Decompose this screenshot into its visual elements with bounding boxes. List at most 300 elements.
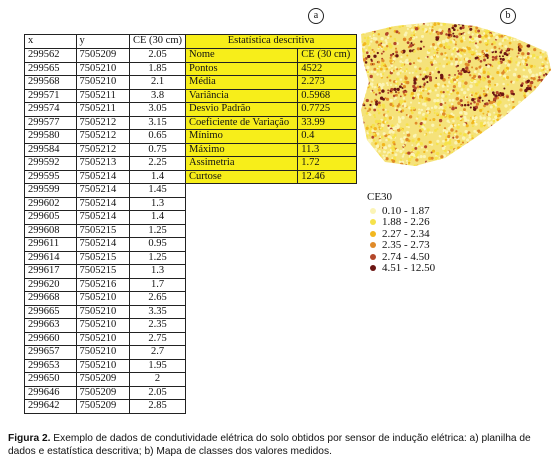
map-point	[479, 22, 481, 24]
map-point	[516, 153, 518, 155]
map-point	[479, 131, 482, 134]
map-point	[417, 47, 420, 50]
map-point	[447, 135, 450, 138]
map-point	[517, 63, 520, 66]
map-point	[418, 111, 421, 114]
map-point	[386, 76, 388, 78]
map-point	[515, 61, 517, 63]
map-point	[502, 149, 505, 152]
map-point	[521, 131, 524, 134]
map-point	[545, 139, 547, 141]
map-point	[367, 37, 370, 40]
map-point	[536, 23, 538, 25]
map-point	[480, 135, 482, 137]
map-point	[419, 100, 421, 102]
map-point	[447, 85, 449, 87]
map-point	[464, 22, 466, 24]
map-point	[410, 109, 412, 111]
map-point	[355, 152, 357, 154]
map-point	[383, 157, 386, 160]
map-point	[543, 124, 546, 127]
map-point	[452, 25, 454, 27]
map-point	[361, 30, 364, 33]
cell-y: 7505215	[76, 251, 129, 265]
map-point	[364, 167, 366, 169]
map-point	[511, 26, 514, 29]
map-point	[405, 31, 408, 34]
map-point	[485, 164, 487, 166]
map-point	[443, 58, 446, 61]
map-point	[521, 60, 524, 63]
map-point	[475, 26, 478, 29]
stat-value: CE (30 cm)	[298, 49, 357, 63]
map-point	[497, 134, 499, 136]
map-point	[541, 155, 543, 157]
map-point	[476, 165, 479, 168]
map-point	[424, 31, 426, 33]
legend-item	[367, 205, 435, 217]
map-point	[481, 28, 484, 31]
map-point	[494, 84, 496, 86]
map-point	[378, 166, 380, 168]
map-point	[530, 23, 533, 26]
map-point	[357, 56, 359, 58]
map-point	[420, 74, 422, 76]
map-point	[367, 125, 369, 127]
map-point	[510, 139, 513, 142]
map-point	[543, 91, 545, 93]
map-point	[355, 66, 356, 68]
map-point	[531, 34, 533, 36]
map-point	[498, 124, 500, 126]
map-point	[471, 98, 474, 101]
map-point	[550, 102, 553, 105]
cell-x: 299605	[25, 211, 77, 225]
map-point	[373, 68, 376, 71]
map-point	[504, 27, 507, 30]
map-point	[526, 152, 528, 154]
map-point	[460, 75, 463, 78]
map-point	[357, 113, 359, 115]
map-point	[411, 92, 414, 95]
map-point	[477, 99, 480, 102]
map-point	[516, 38, 519, 41]
map-point	[408, 162, 410, 164]
map-point	[497, 135, 500, 138]
map-point	[385, 21, 389, 25]
map-point	[397, 104, 399, 106]
map-point	[390, 88, 393, 91]
map-point	[420, 40, 422, 42]
cell-ce: 1.25	[130, 251, 186, 265]
map-point	[382, 73, 384, 75]
table-row	[25, 197, 186, 211]
map-point	[474, 98, 476, 100]
map-point	[535, 30, 538, 33]
map-point	[530, 35, 532, 37]
map-point	[444, 127, 446, 129]
map-point	[355, 71, 358, 74]
map-point	[467, 167, 470, 170]
map-point	[471, 91, 474, 94]
map-point	[457, 70, 459, 72]
map-point	[379, 139, 382, 142]
map-point	[420, 142, 423, 145]
map-point	[367, 21, 369, 23]
map-point	[545, 132, 547, 134]
map-point	[445, 141, 448, 144]
table-row	[25, 386, 186, 400]
map-point	[545, 41, 547, 43]
map-point	[494, 136, 496, 138]
map-point	[470, 166, 473, 169]
map-point	[509, 69, 511, 71]
map-point	[435, 38, 438, 41]
map-point	[547, 31, 549, 33]
map-point	[533, 144, 536, 147]
map-point	[370, 52, 372, 54]
map-point	[427, 56, 429, 58]
map-point	[525, 104, 527, 106]
map-point	[361, 100, 363, 102]
map-point	[455, 35, 458, 38]
map-point	[390, 64, 393, 67]
map-point	[454, 133, 456, 135]
map-point	[378, 88, 381, 91]
column-header-y: y	[76, 35, 129, 49]
stat-name: Variância	[186, 89, 298, 103]
map-point	[528, 100, 531, 103]
map-point	[365, 149, 368, 152]
map-point	[490, 105, 493, 108]
map-point	[386, 20, 388, 22]
map-point	[519, 141, 523, 145]
map-point	[386, 45, 388, 47]
map-point	[447, 46, 451, 50]
map-point	[535, 146, 538, 149]
map-point	[520, 121, 522, 123]
map-point	[488, 127, 490, 129]
map-point	[360, 145, 363, 148]
map-point	[480, 155, 482, 157]
map-point	[541, 168, 544, 170]
map-point	[461, 22, 464, 25]
map-point	[515, 162, 517, 164]
map-point	[534, 124, 536, 126]
map-point	[385, 32, 388, 35]
map-point	[440, 24, 443, 27]
map-point	[370, 70, 373, 73]
table-row	[25, 116, 186, 130]
map-point	[492, 141, 494, 143]
map-point	[512, 133, 515, 136]
map-point	[446, 168, 448, 170]
map-point	[452, 120, 455, 123]
map-point	[489, 33, 491, 35]
map-point	[358, 96, 360, 98]
map-point	[504, 104, 507, 107]
map-point	[381, 161, 384, 164]
map-point	[412, 169, 414, 170]
map-point	[401, 116, 404, 119]
map-point	[482, 135, 484, 137]
map-point	[487, 27, 489, 29]
map-point	[510, 48, 512, 50]
map-point	[450, 112, 453, 115]
map-point	[518, 52, 520, 54]
map-point	[381, 83, 385, 87]
map-point	[545, 147, 548, 150]
map-point	[541, 152, 544, 155]
map-point	[390, 167, 393, 170]
map-point	[385, 114, 388, 117]
caption-text: Exemplo de dados de condutividade elétrica do solo obtidos por sensor de indução elétrica: a) planilha de dados e estatística descritiva; b) Mapa de classes dos valores medidos.	[8, 433, 531, 457]
map-point	[464, 81, 467, 84]
map-point	[452, 99, 455, 102]
map-point	[355, 109, 357, 111]
map-point	[517, 154, 519, 156]
map-point	[550, 125, 552, 127]
map-point	[432, 26, 434, 28]
legend	[367, 191, 435, 274]
map-point	[453, 85, 456, 88]
map-point	[498, 65, 500, 67]
data-table-header-row	[25, 35, 186, 49]
map-point	[454, 169, 456, 170]
map-point	[369, 35, 371, 37]
map-point	[547, 46, 549, 48]
cell-ce: 3.35	[130, 305, 186, 319]
map-point	[534, 39, 537, 42]
map-point	[520, 141, 522, 143]
map-point	[359, 74, 361, 76]
map-point	[429, 32, 431, 34]
map-point	[509, 131, 512, 134]
map-point	[468, 153, 471, 156]
map-point	[519, 114, 522, 117]
map-point	[369, 149, 372, 152]
map-point	[425, 23, 428, 26]
map-point	[528, 40, 531, 43]
map-point	[451, 53, 454, 56]
cell-y: 7505213	[76, 157, 129, 171]
stats-table-body	[186, 49, 357, 184]
map-point	[371, 20, 373, 22]
map-point	[370, 154, 373, 157]
map-point	[492, 91, 495, 94]
map-point	[507, 128, 509, 130]
map-point	[362, 165, 365, 168]
map-point	[412, 20, 415, 23]
map-point	[518, 151, 520, 153]
map-point	[366, 99, 369, 102]
map-point	[480, 60, 483, 63]
cell-y: 7505215	[76, 224, 129, 238]
map-point	[511, 40, 513, 42]
map-point	[466, 63, 469, 66]
map-point	[449, 94, 451, 96]
map-point	[476, 150, 479, 153]
stat-name: Desvio Padrão	[186, 103, 298, 117]
map-point	[437, 48, 439, 50]
stat-name: Pontos	[186, 62, 298, 76]
map-point	[444, 106, 447, 109]
map-point	[528, 123, 530, 125]
map-point	[540, 153, 543, 156]
map-point	[504, 36, 507, 39]
map-point	[496, 27, 498, 29]
map-point	[471, 66, 473, 68]
map-point	[364, 84, 366, 86]
map-point	[540, 34, 542, 36]
stat-value: 11.3	[298, 143, 357, 157]
cell-x: 299571	[25, 89, 77, 103]
map-point	[506, 168, 509, 170]
map-point	[355, 48, 357, 50]
map-point	[429, 79, 432, 82]
map-point	[359, 81, 362, 84]
map-point	[360, 156, 363, 159]
map-point	[422, 89, 424, 91]
table-row	[25, 130, 186, 144]
map-point	[480, 157, 483, 160]
map-point	[411, 34, 413, 36]
map-point	[547, 107, 550, 110]
map-point	[511, 141, 514, 144]
map-point	[547, 81, 549, 83]
map-point	[470, 102, 472, 104]
table-row	[25, 211, 186, 225]
map-point	[384, 24, 387, 27]
map-point	[533, 107, 536, 110]
panel-label-b: b	[500, 8, 516, 24]
map-point	[529, 71, 532, 74]
map-point	[405, 91, 407, 93]
map-point	[537, 147, 539, 149]
map-point	[478, 167, 481, 170]
map-point	[509, 42, 512, 45]
map-point	[502, 71, 505, 74]
map-point	[511, 27, 513, 29]
stats-row	[186, 143, 357, 157]
map-point	[438, 107, 440, 109]
map-point	[419, 59, 422, 62]
map-point	[458, 84, 461, 87]
map-point	[542, 53, 544, 55]
map-point	[390, 57, 392, 59]
map-point	[417, 85, 420, 88]
map-point	[551, 156, 553, 158]
map-point	[524, 89, 527, 92]
map-point	[370, 75, 373, 78]
map-point	[548, 122, 550, 124]
map-point	[383, 132, 386, 135]
map-point	[393, 23, 396, 26]
map-point	[367, 155, 369, 157]
map-point	[529, 35, 532, 38]
map-point	[475, 50, 477, 52]
map-point	[536, 98, 538, 100]
map-point	[455, 55, 457, 57]
map-point	[511, 134, 515, 138]
map-point	[355, 148, 357, 150]
map-point	[490, 137, 492, 139]
map-point	[403, 38, 407, 42]
map-point	[495, 97, 497, 99]
map-point	[493, 134, 495, 136]
map-point	[411, 139, 414, 142]
map-point	[434, 105, 438, 109]
map-point	[465, 157, 468, 160]
map-point	[513, 166, 517, 170]
table-row	[25, 359, 186, 373]
map-point	[523, 112, 526, 115]
map-point	[462, 85, 465, 88]
map-point	[364, 37, 367, 40]
map-point	[406, 131, 409, 134]
map-point	[541, 34, 543, 36]
map-point	[527, 56, 530, 59]
map-point	[478, 53, 481, 56]
map-point	[431, 144, 433, 146]
map-point	[402, 71, 404, 73]
map-point	[544, 110, 546, 112]
map-point	[492, 153, 495, 156]
map-point	[370, 164, 374, 168]
map-point	[538, 76, 540, 78]
stat-value: 4522	[298, 62, 357, 76]
map-point	[371, 136, 374, 139]
map-point	[490, 137, 493, 140]
map-point	[355, 88, 357, 90]
map-point	[472, 49, 474, 51]
map-point	[548, 81, 551, 84]
map-point	[391, 124, 394, 127]
cell-ce: 1.25	[130, 224, 186, 238]
map-point	[489, 85, 491, 87]
map-point	[426, 162, 429, 165]
map-point	[448, 20, 451, 23]
map-point	[449, 166, 451, 168]
map-point	[423, 155, 426, 158]
map-point	[494, 152, 497, 155]
map-point	[531, 128, 534, 131]
map-point	[376, 144, 380, 148]
map-point	[501, 45, 503, 47]
map-point	[388, 75, 391, 78]
map-point	[485, 138, 487, 140]
map-point	[522, 106, 525, 109]
map-point	[540, 79, 543, 82]
map-point	[460, 70, 462, 72]
stat-name: Máximo	[186, 143, 298, 157]
map-point	[463, 70, 466, 73]
map-point	[421, 35, 424, 38]
map-point	[389, 45, 393, 49]
map-point	[444, 102, 446, 104]
map-point	[440, 99, 443, 102]
stats-row	[186, 62, 357, 76]
map-point	[376, 73, 379, 76]
map-point	[467, 119, 469, 121]
map-point	[370, 59, 372, 61]
map-point	[429, 27, 431, 29]
map-point	[421, 128, 424, 131]
map-point	[399, 60, 402, 63]
map-point	[425, 134, 427, 136]
map-point	[512, 106, 515, 109]
map-point	[359, 126, 362, 129]
